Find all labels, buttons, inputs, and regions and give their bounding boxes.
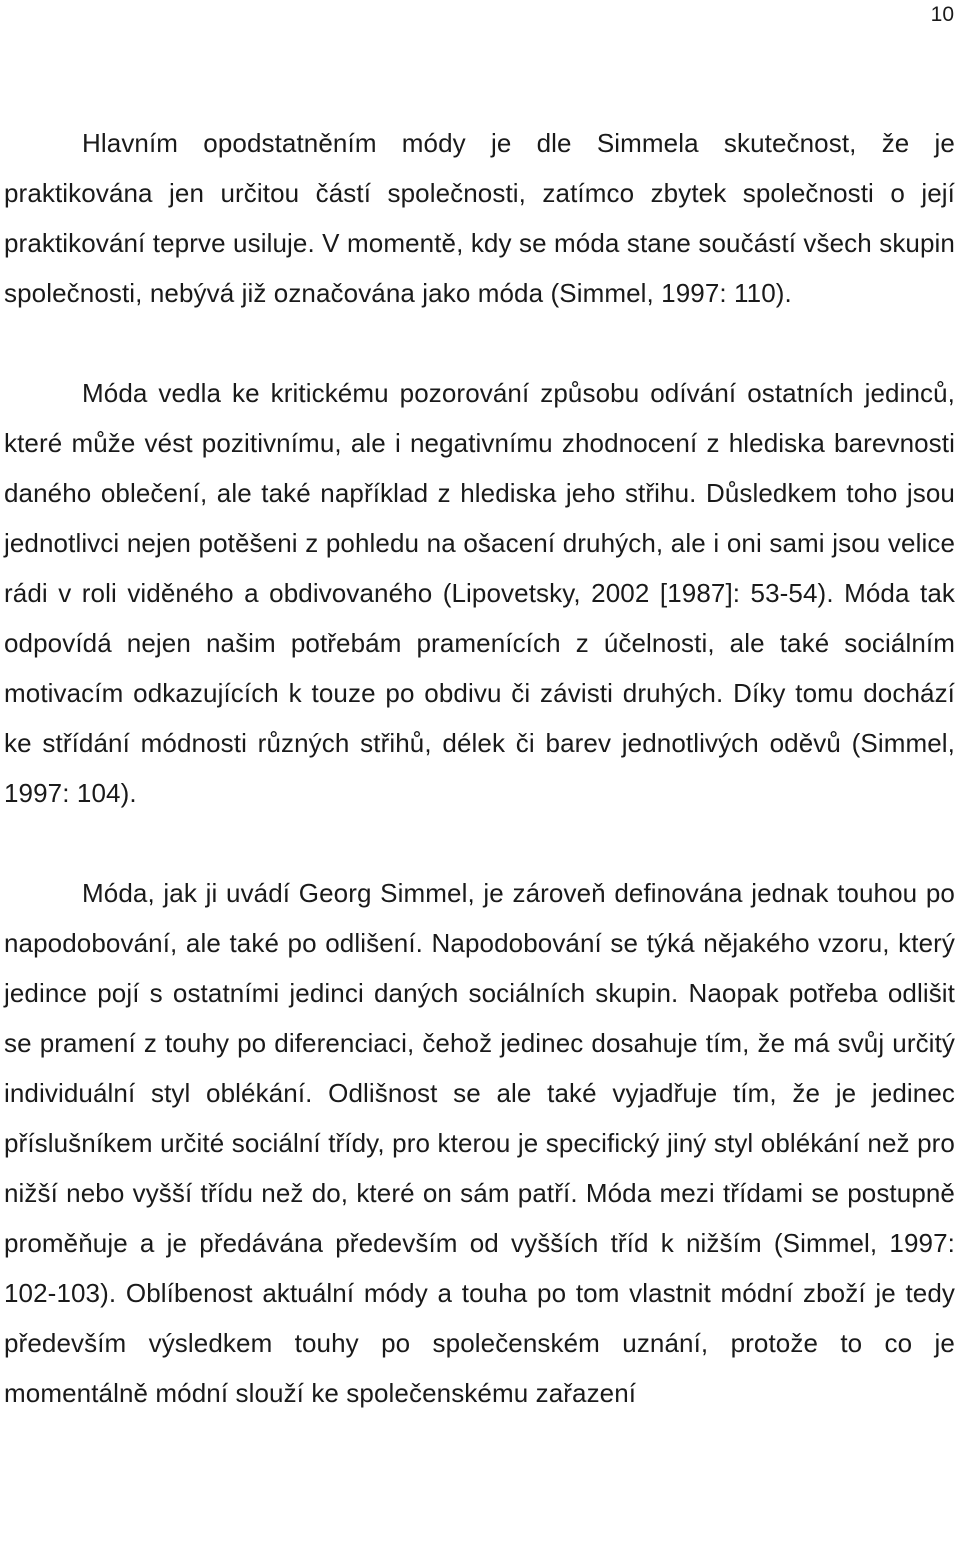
page-number: 10 — [930, 3, 954, 26]
paragraph-3: Móda, jak ji uvádí Georg Simmel, je zároveň definována jednak touhou po napodobování, ale také po odlišení. Napodobování se týká nějakého vzoru, který jedince pojí s ostatními jedinci daných sociálních skupin. Naopak potřeba odlišit se pramení z touhy po diferenciaci, čehož jedinec dosahuje tím, že má svůj určitý individuální styl oblékání. Odlišnost se ale také vyjadřuje tím, že je jedinec příslušníkem určité sociální třídy, pro kterou je specifický jiný styl oblékání než pro nižší nebo vyšší třídu než do, které on sám patří. Móda mezi třídami se postupně proměňuje a je předávána především od vyšších tříd k nižším (Simmel, 1997: 102-103). Oblíbenost aktuální módy a touha po tom vlastnit módní zboží je tedy především výsledkem touhy po společenském uznání, protože to co je momentálně módní slouží ke společenskému zařazení — [4, 878, 955, 1408]
paragraph-2: Móda vedla ke kritickému pozorování způsobu odívání ostatních jedinců, které může vést pozitivnímu, ale i negativnímu zhodnocení z hlediska barevnosti daného oblečení, ale také například z hlediska jeho střihu. Důsledkem toho jsou jednotlivci nejen potěšeni z pohledu na ošacení druhých, ale i oni sami jsou velice rádi v roli viděného a obdivovaného (Lipovetsky, 2002 [1987]: 53-54). Móda tak odpovídá nejen našim potřebám pramenících z účelnosti, ale také sociálním motivacím odkazujících k touze po obdivu či závisti druhých. Díky tomu dochází ke střídání módnosti různých střihů, délek či barev jednotlivých oděvů (Simmel, 1997: 104). — [4, 378, 955, 808]
document-body — [4, 118, 955, 1418]
paragraph-1: Hlavním opodstatněním módy je dle Simmela skutečnost, že je praktikována jen určitou částí společnosti, zatímco zbytek společnosti o její praktikování teprve usiluje. V momentě, kdy se móda stane součástí všech skupin společnosti, nebývá již označována jako móda (Simmel, 1997: 110). — [4, 128, 955, 308]
